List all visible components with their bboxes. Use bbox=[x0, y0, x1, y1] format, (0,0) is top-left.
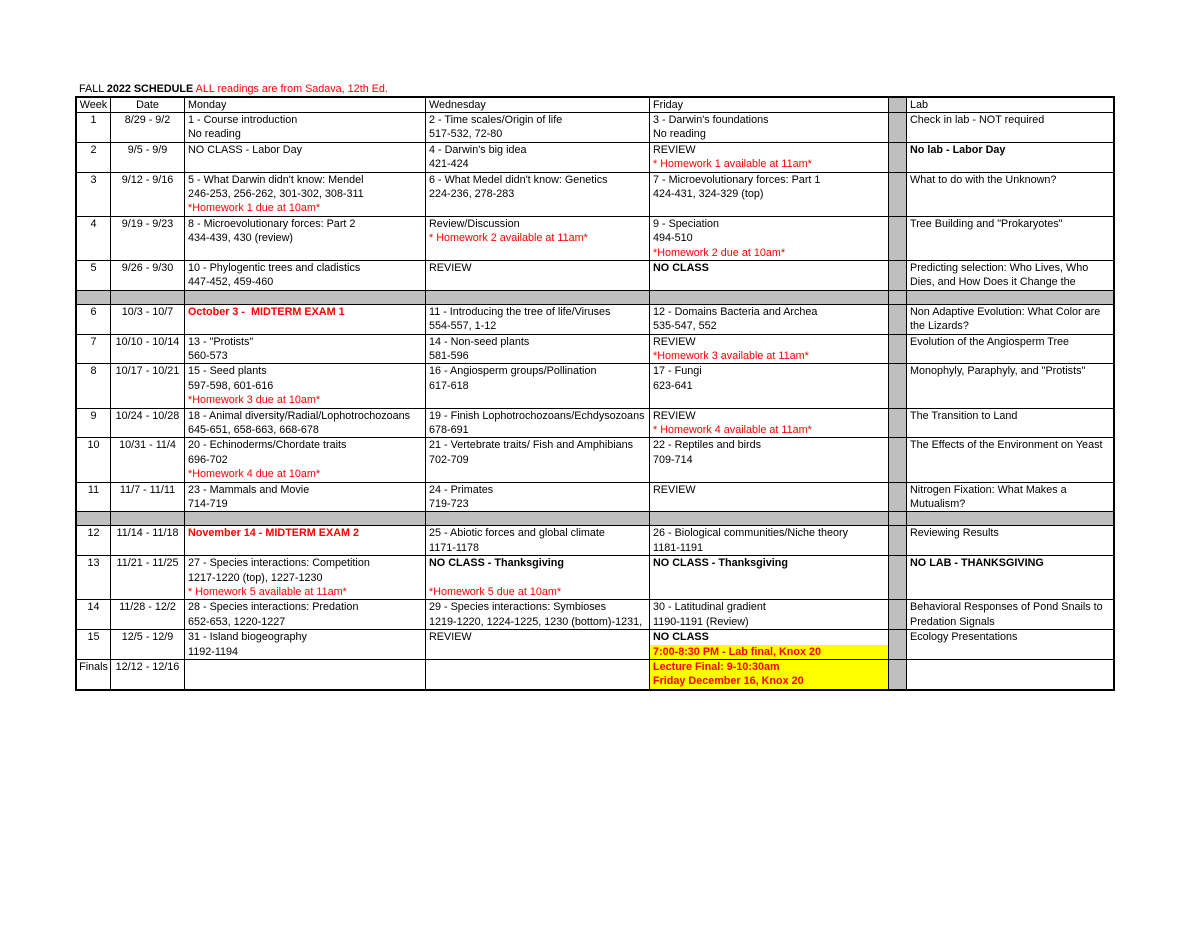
entry-line: 7 - Microevolutionary forces: Part 1 bbox=[653, 173, 821, 186]
monday-cell bbox=[185, 660, 425, 689]
entry-line: 28 - Species interactions: Predation bbox=[188, 601, 359, 614]
week-number: 4 bbox=[90, 217, 97, 230]
header-date-label: Date bbox=[136, 99, 159, 111]
lab-cell bbox=[907, 556, 1113, 599]
wednesday-cell bbox=[426, 409, 649, 438]
entry-line: 13 - "Protists" bbox=[188, 335, 254, 348]
lab-cell bbox=[907, 600, 1113, 629]
spacer-cell bbox=[889, 113, 906, 142]
entry-line: 18 - Animal diversity/Radial/Lophotrochozoans bbox=[188, 409, 411, 422]
wednesday-cell bbox=[426, 261, 649, 290]
final-exam-notice: Lecture Final: 9-10:30am bbox=[650, 660, 888, 674]
week-cell bbox=[77, 217, 110, 260]
separator-cell bbox=[77, 512, 110, 525]
spacer-cell bbox=[889, 483, 906, 512]
week-number: Finals bbox=[79, 660, 108, 673]
date-range: 11/28 - 12/2 bbox=[119, 601, 176, 614]
week-cell bbox=[77, 526, 110, 555]
week-number: 7 bbox=[90, 335, 97, 348]
separator-cell bbox=[185, 291, 425, 304]
date-range: 10/3 - 10/7 bbox=[121, 305, 174, 318]
entry-line: 8 - Microevolutionary forces: Part 2 bbox=[188, 217, 356, 230]
date-cell bbox=[111, 364, 184, 407]
entry-line: 30 - Latitudinal gradient bbox=[653, 601, 766, 614]
week-number: 8 bbox=[90, 365, 97, 378]
separator-cell bbox=[426, 512, 649, 525]
friday-cell bbox=[650, 305, 888, 334]
week-number: 5 bbox=[90, 261, 97, 274]
entry-line: 709-714 bbox=[653, 453, 693, 466]
entry-line: 597-598, 601-616 bbox=[188, 379, 274, 392]
lab-cell bbox=[907, 409, 1113, 438]
entry-line: 1192-1194 bbox=[188, 645, 239, 658]
entry-line: The Transition to Land bbox=[910, 409, 1018, 422]
week-cell bbox=[77, 630, 110, 659]
week-number: 1 bbox=[90, 114, 97, 126]
week-number: 9 bbox=[90, 409, 97, 422]
date-range: 11/21 - 11/25 bbox=[116, 557, 179, 570]
homework-note: *Homework 1 due at 10am* bbox=[188, 202, 321, 215]
homework-note: *Homework 3 available at 11am* bbox=[653, 349, 809, 362]
spacer-cell bbox=[889, 526, 906, 555]
monday-cell bbox=[185, 113, 425, 142]
date-cell bbox=[111, 660, 184, 689]
date-range: 9/19 - 9/23 bbox=[121, 217, 174, 230]
header-date-cell bbox=[111, 98, 184, 112]
title-term: 2022 SCHEDULE bbox=[106, 83, 194, 95]
date-range: 11/7 - 11/11 bbox=[119, 483, 176, 496]
date-cell bbox=[111, 113, 184, 142]
monday-cell bbox=[185, 305, 425, 334]
friday-cell bbox=[650, 556, 888, 599]
entry-line: What to do with the Unknown? bbox=[910, 173, 1057, 186]
spacer-cell bbox=[889, 556, 906, 599]
wednesday-cell bbox=[426, 438, 649, 481]
entry-line: 714-719 bbox=[188, 497, 228, 510]
lab-cell bbox=[907, 335, 1113, 364]
separator-cell bbox=[650, 512, 888, 525]
date-range: 9/26 - 9/30 bbox=[121, 261, 174, 274]
exam-notice: October 3 - MIDTERM EXAM 1 bbox=[188, 305, 345, 318]
week-number: 3 bbox=[90, 173, 97, 186]
header-monday-cell bbox=[185, 98, 425, 112]
header-week-label: Week bbox=[79, 99, 108, 111]
entry-line: 246-253, 256-262, 301-302, 308-311 bbox=[188, 187, 364, 200]
week-cell bbox=[77, 173, 110, 216]
entry-line: Mutualism? bbox=[910, 497, 966, 510]
spacer-cell bbox=[889, 261, 906, 290]
entry-line: 25 - Abiotic forces and global climate bbox=[429, 527, 605, 540]
entry-line: 696-702 bbox=[188, 453, 228, 466]
no-class-notice: NO CLASS bbox=[653, 261, 709, 274]
entry-line: REVIEW bbox=[653, 409, 696, 422]
entry-line: 678-691 bbox=[429, 423, 469, 436]
friday-cell bbox=[650, 143, 888, 172]
blank-line bbox=[426, 571, 649, 585]
entry-line: 560-573 bbox=[188, 349, 228, 362]
lab-cell bbox=[907, 217, 1113, 260]
lab-cell bbox=[907, 630, 1113, 659]
date-range: 10/31 - 11/4 bbox=[119, 439, 176, 452]
date-cell bbox=[111, 526, 184, 555]
lab-cell bbox=[907, 526, 1113, 555]
monday-cell bbox=[185, 173, 425, 216]
entry-line: 15 - Seed plants bbox=[188, 365, 267, 378]
entry-line: 5 - What Darwin didn't know: Mendel bbox=[188, 173, 364, 186]
spacer-cell bbox=[889, 173, 906, 216]
spacer-cell bbox=[889, 409, 906, 438]
entry-line: 20 - Echinoderms/Chordate traits bbox=[188, 439, 347, 452]
separator-cell bbox=[111, 291, 184, 304]
no-class-notice: NO CLASS bbox=[653, 631, 709, 644]
date-range: 11/14 - 11/18 bbox=[116, 527, 179, 540]
homework-note: * Homework 4 available at 11am* bbox=[653, 423, 812, 436]
separator-cell bbox=[650, 291, 888, 304]
week-cell bbox=[77, 483, 110, 512]
monday-cell bbox=[185, 526, 425, 555]
monday-cell bbox=[185, 143, 425, 172]
monday-cell bbox=[185, 335, 425, 364]
date-range: 12/5 - 12/9 bbox=[121, 631, 174, 644]
friday-cell bbox=[650, 261, 888, 290]
week-cell bbox=[77, 113, 110, 142]
monday-cell bbox=[185, 261, 425, 290]
entry-line: 11 - Introducing the tree of life/Viruses bbox=[429, 305, 611, 318]
wednesday-cell bbox=[426, 630, 649, 659]
week-number: 11 bbox=[87, 483, 100, 496]
homework-note: *Homework 5 due at 10am* bbox=[429, 585, 562, 598]
monday-cell bbox=[185, 438, 425, 481]
entry-line: 447-452, 459-460 bbox=[188, 276, 274, 289]
entry-line: REVIEW bbox=[653, 143, 696, 156]
entry-line: 21 - Vertebrate traits/ Fish and Amphibians bbox=[429, 439, 634, 452]
entry-line: REVIEW bbox=[653, 335, 696, 348]
entry-line: 2 - Time scales/Origin of life bbox=[429, 114, 563, 126]
date-range: 10/10 - 10/14 bbox=[115, 335, 180, 348]
header-friday-cell bbox=[650, 98, 888, 112]
title-prefix: FALL bbox=[79, 83, 104, 95]
lab-cell bbox=[907, 143, 1113, 172]
monday-cell bbox=[185, 409, 425, 438]
week-number: 6 bbox=[90, 305, 97, 318]
date-range: 12/12 - 12/16 bbox=[115, 660, 180, 673]
date-cell bbox=[111, 556, 184, 599]
week-cell bbox=[77, 409, 110, 438]
entry-line: 3 - Darwin's foundations bbox=[653, 114, 769, 126]
entry-line: Evolution of the Angiosperm Tree bbox=[910, 335, 1070, 348]
lab-cell bbox=[907, 173, 1113, 216]
week-number: 12 bbox=[87, 527, 100, 540]
homework-note: * Homework 2 available at 11am* bbox=[429, 232, 588, 245]
entry-line: Ecology Presentations bbox=[910, 631, 1018, 644]
wednesday-cell bbox=[426, 600, 649, 629]
week-cell bbox=[77, 660, 110, 689]
entry-line: 224-236, 278-283 bbox=[429, 187, 515, 200]
no-class-notice: NO CLASS - Thanksgiving bbox=[653, 557, 788, 570]
entry-line: 623-641 bbox=[653, 379, 693, 392]
entry-line: REVIEW bbox=[429, 261, 472, 274]
homework-note: * Homework 1 available at 11am* bbox=[653, 158, 812, 171]
wednesday-cell bbox=[426, 526, 649, 555]
entry-line: 554-557, 1-12 bbox=[429, 320, 497, 333]
week-cell bbox=[77, 438, 110, 481]
week-cell bbox=[77, 261, 110, 290]
week-number: 10 bbox=[87, 439, 100, 452]
lab-cell bbox=[907, 364, 1113, 407]
final-exam-notice: Friday December 16, Knox 20 bbox=[650, 674, 888, 688]
monday-cell bbox=[185, 630, 425, 659]
entry-line: 1217-1220 (top), 1227-1230 bbox=[188, 571, 323, 584]
entry-line: Review/Discussion bbox=[429, 217, 520, 230]
week-cell bbox=[77, 364, 110, 407]
entry-line: 6 - What Medel didn't know: Genetics bbox=[429, 173, 608, 186]
wednesday-cell bbox=[426, 143, 649, 172]
separator-cell bbox=[77, 291, 110, 304]
wednesday-cell bbox=[426, 660, 649, 689]
date-range: 8/29 - 9/2 bbox=[124, 114, 171, 126]
separator-cell bbox=[111, 512, 184, 525]
date-cell bbox=[111, 630, 184, 659]
friday-cell bbox=[650, 113, 888, 142]
entry-line: 652-653, 1220-1227 bbox=[188, 615, 286, 628]
entry-line: No reading bbox=[188, 128, 241, 141]
entry-line: 535-547, 552 bbox=[653, 320, 717, 333]
separator-cell bbox=[889, 512, 906, 525]
header-wednesday-label: Wednesday bbox=[429, 99, 486, 111]
friday-cell bbox=[650, 483, 888, 512]
entry-line: No reading bbox=[653, 128, 706, 141]
spacer-cell bbox=[889, 305, 906, 334]
entry-line: 22 - Reptiles and birds bbox=[653, 439, 762, 452]
no-class-notice: NO CLASS - Thanksgiving bbox=[429, 557, 564, 570]
week-number: 15 bbox=[87, 631, 100, 644]
date-cell bbox=[111, 261, 184, 290]
entry-line: 27 - Species interactions: Competition bbox=[188, 557, 370, 570]
header-spacer-cell bbox=[889, 98, 906, 112]
entry-line: 23 - Mammals and Movie bbox=[188, 483, 310, 496]
week-cell bbox=[77, 305, 110, 334]
no-class-notice: NO LAB - THANKSGIVING bbox=[910, 557, 1044, 570]
readings-note: ALL readings are from Sadava, 12th Ed. bbox=[195, 83, 388, 95]
date-range: 9/5 - 9/9 bbox=[127, 143, 168, 156]
lab-cell bbox=[907, 261, 1113, 290]
no-class-notice: No lab - Labor Day bbox=[910, 143, 1006, 156]
date-cell bbox=[111, 409, 184, 438]
friday-cell bbox=[650, 600, 888, 629]
entry-line: 645-651, 658-663, 668-678 bbox=[188, 423, 319, 436]
entry-line: 26 - Biological communities/Niche theory bbox=[653, 527, 849, 540]
wednesday-cell bbox=[426, 335, 649, 364]
entry-line: NO CLASS - Labor Day bbox=[188, 143, 303, 156]
separator-cell bbox=[907, 512, 1113, 525]
week-cell bbox=[77, 556, 110, 599]
entry-line: 4 - Darwin's big idea bbox=[429, 143, 527, 156]
week-number: 13 bbox=[87, 557, 100, 570]
entry-line: 24 - Primates bbox=[429, 483, 494, 496]
friday-cell bbox=[650, 364, 888, 407]
date-range: 9/12 - 9/16 bbox=[121, 173, 174, 186]
entry-line: 16 - Angiosperm groups/Pollination bbox=[429, 365, 597, 378]
monday-cell bbox=[185, 364, 425, 407]
week-cell bbox=[77, 335, 110, 364]
date-cell bbox=[111, 217, 184, 260]
date-cell bbox=[111, 305, 184, 334]
entry-line: REVIEW bbox=[653, 483, 696, 496]
header-monday-label: Monday bbox=[188, 99, 227, 111]
entry-line: 19 - Finish Lophotrochozoans/Echdysozoans bbox=[429, 409, 645, 422]
entry-line: 29 - Species interactions: Symbioses bbox=[429, 601, 607, 614]
entry-line: 12 - Domains Bacteria and Archea bbox=[653, 305, 818, 318]
friday-cell bbox=[650, 438, 888, 481]
entry-line: 17 - Fungi bbox=[653, 365, 702, 378]
entry-line: Predicting selection: Who Lives, Who bbox=[910, 261, 1089, 274]
entry-line: 517-532, 72-80 bbox=[429, 128, 503, 141]
friday-cell bbox=[650, 660, 888, 689]
schedule-title bbox=[79, 82, 388, 96]
entry-line: Check in lab - NOT required bbox=[910, 114, 1045, 126]
entry-line: 424-431, 324-329 (top) bbox=[653, 187, 764, 200]
header-week-cell bbox=[77, 98, 110, 112]
date-cell bbox=[111, 173, 184, 216]
entry-line: Monophyly, Paraphyly, and "Protists" bbox=[910, 365, 1086, 378]
friday-cell bbox=[650, 217, 888, 260]
entry-line: 9 - Speciation bbox=[653, 217, 720, 230]
entry-line: Tree Building and "Prokaryotes" bbox=[910, 217, 1063, 230]
separator-cell bbox=[185, 512, 425, 525]
entry-line: Predation Signals bbox=[910, 615, 995, 628]
lab-cell bbox=[907, 483, 1113, 512]
homework-note: *Homework 2 due at 10am* bbox=[653, 246, 786, 259]
homework-note: * Homework 5 available at 11am* bbox=[188, 585, 347, 598]
entry-line: Behavioral Responses of Pond Snails to bbox=[910, 601, 1103, 614]
date-cell bbox=[111, 483, 184, 512]
wednesday-cell bbox=[426, 364, 649, 407]
entry-line: 10 - Phylogentic trees and cladistics bbox=[188, 261, 361, 274]
monday-cell bbox=[185, 556, 425, 599]
homework-note: *Homework 4 due at 10am* bbox=[188, 468, 321, 481]
header-lab-label: Lab bbox=[910, 99, 929, 111]
spacer-cell bbox=[889, 335, 906, 364]
entry-line: 31 - Island biogeography bbox=[188, 631, 307, 644]
lab-cell bbox=[907, 113, 1113, 142]
week-cell bbox=[77, 600, 110, 629]
monday-cell bbox=[185, 600, 425, 629]
final-exam-notice: 7:00-8:30 PM - Lab final, Knox 20 bbox=[650, 645, 888, 659]
spacer-cell bbox=[889, 438, 906, 481]
separator-cell bbox=[907, 291, 1113, 304]
wednesday-cell bbox=[426, 556, 649, 599]
friday-cell bbox=[650, 173, 888, 216]
friday-cell bbox=[650, 630, 888, 659]
entry-line: 617-618 bbox=[429, 379, 469, 392]
friday-cell bbox=[650, 409, 888, 438]
wednesday-cell bbox=[426, 305, 649, 334]
monday-cell bbox=[185, 483, 425, 512]
exam-notice: November 14 - MIDTERM EXAM 2 bbox=[188, 527, 359, 540]
friday-cell bbox=[650, 335, 888, 364]
spacer-cell bbox=[889, 630, 906, 659]
entry-line: REVIEW bbox=[429, 631, 472, 644]
entry-line: Non Adaptive Evolution: What Color are bbox=[910, 305, 1101, 318]
spacer-cell bbox=[889, 660, 906, 689]
date-cell bbox=[111, 600, 184, 629]
entry-line: the Lizards? bbox=[910, 320, 969, 333]
entry-line: 581-596 bbox=[429, 349, 469, 362]
date-range: 10/17 - 10/21 bbox=[115, 365, 180, 378]
wednesday-cell bbox=[426, 173, 649, 216]
entry-line: Dies, and How Does it Change the bbox=[910, 276, 1076, 289]
spacer-cell bbox=[889, 217, 906, 260]
entry-line: 1171-1178 bbox=[429, 541, 480, 554]
wednesday-cell bbox=[426, 483, 649, 512]
week-number: 14 bbox=[87, 601, 100, 614]
week-number: 2 bbox=[90, 143, 97, 156]
entry-line: 719-723 bbox=[429, 497, 469, 510]
entry-line: The Effects of the Environment on Yeast bbox=[910, 439, 1103, 452]
entry-line: 702-709 bbox=[429, 453, 469, 466]
entry-line: 14 - Non-seed plants bbox=[429, 335, 530, 348]
entry-line: 494-510 bbox=[653, 232, 693, 245]
entry-line: 421-424 bbox=[429, 158, 469, 171]
wednesday-cell bbox=[426, 217, 649, 260]
separator-cell bbox=[889, 291, 906, 304]
friday-cell bbox=[650, 526, 888, 555]
entry-line: Reviewing Results bbox=[910, 527, 999, 540]
header-friday-label: Friday bbox=[653, 99, 683, 111]
schedule-table bbox=[75, 96, 1115, 691]
entry-line: 1181-1191 bbox=[653, 541, 704, 554]
lab-cell bbox=[907, 305, 1113, 334]
spacer-cell bbox=[889, 364, 906, 407]
separator-cell bbox=[426, 291, 649, 304]
monday-cell bbox=[185, 217, 425, 260]
entry-line: Nitrogen Fixation: What Makes a bbox=[910, 483, 1067, 496]
entry-line: 1219-1220, 1224-1225, 1230 (bottom)-1231, bbox=[429, 615, 643, 628]
wednesday-cell bbox=[426, 113, 649, 142]
lab-cell bbox=[907, 438, 1113, 481]
spacer-cell bbox=[889, 143, 906, 172]
date-cell bbox=[111, 143, 184, 172]
homework-note: *Homework 3 due at 10am* bbox=[188, 394, 321, 407]
entry-line: 434-439, 430 (review) bbox=[188, 232, 294, 245]
date-cell bbox=[111, 335, 184, 364]
spacer-cell bbox=[889, 600, 906, 629]
date-range: 10/24 - 10/28 bbox=[115, 409, 180, 422]
date-cell bbox=[111, 438, 184, 481]
header-wednesday-cell bbox=[426, 98, 649, 112]
header-lab-cell bbox=[907, 98, 1113, 112]
entry-line: 1 - Course introduction bbox=[188, 114, 298, 126]
entry-line: 1190-1191 (Review) bbox=[653, 615, 749, 628]
week-cell bbox=[77, 143, 110, 172]
lab-cell bbox=[907, 660, 1113, 689]
